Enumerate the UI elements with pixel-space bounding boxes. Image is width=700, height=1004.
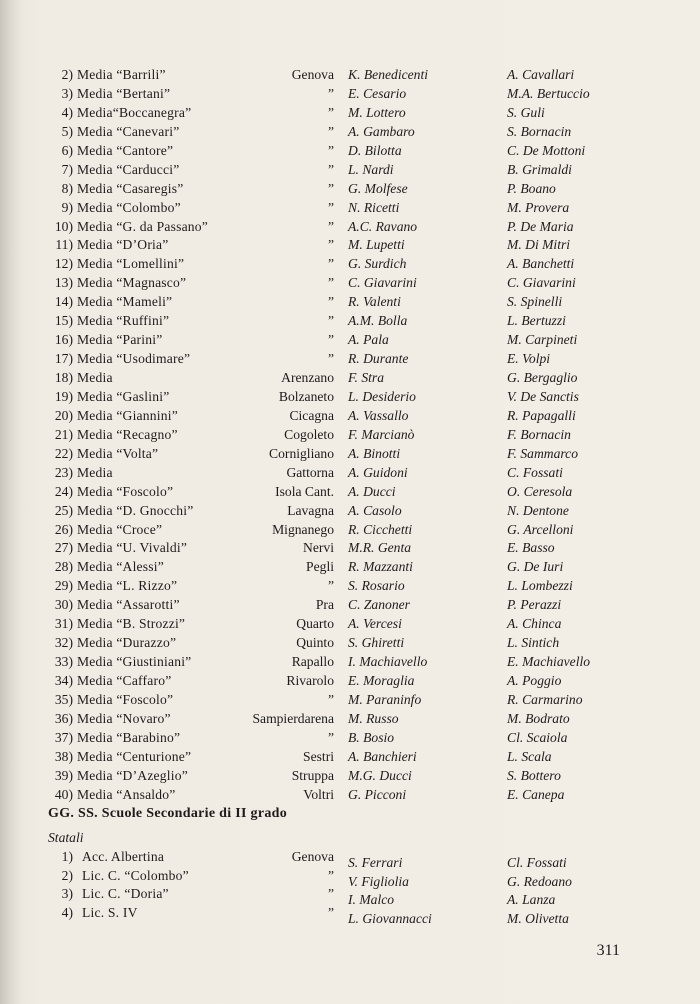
person-secondary: M.A. Bertuccio	[507, 85, 590, 101]
row-number: 21)	[54, 426, 73, 442]
person-secondary: A. Chinca	[507, 616, 562, 632]
person-primary: L. Nardi	[348, 161, 394, 177]
school-name: Media“Boccanegra”	[77, 104, 192, 120]
list-row	[0, 312, 700, 331]
school-name: Media “Ansaldo”	[77, 786, 176, 802]
person-primary: S. Ghiretti	[348, 635, 405, 651]
school-name: Media	[77, 370, 113, 385]
school-name: Lic. C. “Colombo”	[82, 867, 189, 883]
section-subheading: Statali	[48, 830, 84, 845]
person-primary: R. Mazzanti	[348, 559, 413, 575]
person-primary: D. Bilotta	[348, 142, 402, 158]
row-number: 3)	[61, 886, 73, 902]
list-row	[0, 426, 700, 445]
school-name: Media “Gaslini”	[77, 388, 170, 404]
person-secondary: E. Machiavello	[507, 654, 591, 670]
person-primary: M. Russo	[348, 710, 399, 726]
row-number: 24)	[54, 483, 73, 499]
row-number: 33)	[54, 654, 73, 670]
row-number: 6)	[61, 142, 73, 158]
row-number: 22)	[54, 445, 73, 461]
list-row	[0, 767, 700, 786]
person-secondary: Cl. Scaiola	[507, 729, 568, 745]
person-primary: A. Ducci	[348, 483, 396, 499]
city-name: ”	[327, 313, 334, 329]
row-number: 13)	[54, 275, 73, 291]
city-name: Arenzano	[281, 370, 334, 385]
list-row	[0, 161, 700, 180]
person-secondary: G. Arcelloni	[507, 521, 574, 537]
person-secondary: A. Cavallari	[507, 67, 575, 82]
row-number: 4)	[61, 104, 73, 120]
school-name: Media “Volta”	[77, 445, 159, 461]
person-primary: M. Lottero	[348, 104, 406, 120]
person-primary: N. Ricetti	[348, 199, 400, 215]
city-name: ”	[327, 85, 334, 101]
person-secondary: S. Spinelli	[507, 294, 563, 310]
row-number: 32)	[54, 635, 73, 651]
person-secondary: E. Canepa	[507, 786, 565, 802]
row-number: 11)	[55, 237, 73, 253]
person-secondary: L. Sintich	[507, 635, 560, 651]
city-name: Genova	[291, 849, 334, 864]
school-name: Lic. S. IV	[82, 904, 138, 920]
list-row	[0, 142, 700, 161]
school-name: Media “Recagno”	[77, 426, 178, 442]
person-primary: V. Figliolia	[348, 873, 409, 889]
person-secondary: A. Poggio	[507, 673, 562, 688]
person-secondary: E. Volpi	[507, 351, 551, 367]
list-row	[0, 867, 700, 889]
person-primary: S. Rosario	[348, 578, 405, 594]
list-row	[0, 180, 700, 199]
person-secondary: M. Carpineti	[507, 332, 578, 348]
section-heading: GG. SS. Scuole Secondarie di II grado	[48, 806, 288, 821]
row-number: 7)	[61, 161, 73, 177]
school-name: Media “D. Gnocchi”	[77, 502, 194, 518]
person-primary: F. Marcianò	[348, 426, 415, 442]
person-primary: I. Machiavello	[348, 654, 428, 670]
city-name: Voltri	[303, 786, 334, 802]
school-list	[0, 66, 700, 805]
school-name: Media “Parini”	[77, 332, 163, 348]
list-row	[0, 388, 700, 407]
school-name: Media “Foscolo”	[77, 691, 174, 707]
person-primary: A. Casolo	[348, 502, 402, 518]
person-secondary: S. Guli	[507, 104, 545, 120]
person-secondary: M. Provera	[507, 199, 570, 215]
school-name: Media “Giustiniani”	[77, 654, 192, 670]
list-row	[0, 369, 700, 388]
person-primary: A.C. Ravano	[348, 218, 418, 234]
row-number: 2)	[61, 67, 73, 82]
city-name: Bolzaneto	[278, 388, 334, 404]
list-row	[0, 672, 700, 691]
person-primary: R. Durante	[348, 351, 409, 367]
person-secondary: Cl. Fossati	[507, 855, 567, 870]
city-name: Rapallo	[291, 654, 334, 670]
list-row	[0, 274, 700, 293]
person-primary: E. Cesario	[348, 85, 407, 101]
list-row	[0, 691, 700, 710]
row-number: 34)	[54, 673, 73, 688]
city-name: ”	[327, 180, 334, 196]
person-primary: A. Banchieri	[348, 748, 417, 764]
row-number: 27)	[54, 540, 73, 556]
row-number: 18)	[54, 370, 73, 385]
school-name: Media “Lomellini”	[77, 256, 185, 272]
person-secondary: M. Di Mitri	[507, 237, 571, 253]
school-name: Media “D’Oria”	[77, 237, 169, 253]
list-row	[0, 521, 700, 540]
list-row	[0, 885, 700, 908]
city-name: Pegli	[306, 559, 334, 575]
city-name: Cicagna	[289, 407, 334, 423]
list-row	[0, 848, 700, 870]
person-primary: M.R. Genta	[348, 540, 412, 556]
person-secondary: G. Redoano	[507, 873, 572, 889]
list-row	[0, 407, 700, 426]
city-name: ”	[327, 904, 334, 920]
row-number: 29)	[54, 578, 73, 594]
city-name: Pra	[315, 597, 334, 613]
row-number: 15)	[54, 313, 73, 329]
city-name: ”	[327, 237, 334, 253]
person-secondary: F. Bornacin	[507, 426, 571, 442]
person-primary: R. Cicchetti	[348, 521, 413, 537]
row-number: 4)	[61, 904, 73, 920]
school-name: Media “Barabino”	[77, 729, 181, 745]
list-row	[0, 539, 700, 558]
person-secondary: L. Scala	[507, 748, 552, 764]
school-name: Media “G. da Passano”	[77, 218, 209, 234]
person-primary: A. Vercesi	[348, 616, 402, 632]
person-secondary: V. De Sanctis	[507, 388, 579, 404]
city-name: Sampierdarena	[252, 710, 334, 726]
person-secondary: R. Carmarino	[507, 691, 583, 707]
person-primary: A. Guidoni	[348, 464, 408, 480]
school-name: Media “Durazzo”	[77, 635, 177, 651]
school-name: Media “Magnasco”	[77, 275, 187, 291]
city-name: ”	[327, 256, 334, 272]
person-primary: B. Bosio	[348, 729, 395, 745]
city-name: ”	[327, 332, 334, 348]
row-number: 30)	[54, 597, 73, 613]
school-name: Media “Ruffini”	[77, 313, 170, 329]
school-name: Acc. Albertina	[82, 849, 165, 864]
school-name: Media “Alessi”	[77, 559, 164, 575]
school-name: Media “Novaro”	[77, 710, 171, 726]
city-name: Nervi	[303, 540, 334, 556]
city-name: ”	[327, 294, 334, 310]
city-name: ”	[327, 886, 334, 902]
city-name: ”	[327, 867, 334, 883]
row-number: 23)	[54, 464, 73, 480]
page-number: 311	[596, 942, 620, 959]
city-name: Sestri	[303, 748, 334, 764]
city-name: Quinto	[296, 635, 334, 651]
person-primary: A. Pala	[348, 332, 389, 348]
school-name: Media	[77, 464, 113, 480]
list-row	[0, 331, 700, 350]
row-number: 14)	[54, 294, 73, 310]
school-name: Media “Usodimare”	[77, 351, 191, 367]
city-name: ”	[327, 351, 334, 367]
person-primary: A.M. Bolla	[348, 313, 408, 329]
city-name: ”	[327, 578, 334, 594]
person-primary: E. Moraglia	[348, 673, 415, 688]
list-row	[0, 464, 700, 483]
school-name: Lic. C. “Doria”	[82, 886, 169, 902]
list-row	[0, 558, 700, 577]
row-number: 25)	[54, 502, 73, 518]
person-primary: S. Ferrari	[348, 855, 403, 870]
person-secondary: R. Papagalli	[507, 407, 576, 423]
person-primary: A. Binotti	[348, 445, 401, 461]
person-primary: G. Molfese	[348, 180, 408, 196]
person-secondary: N. Dentone	[507, 502, 569, 518]
row-number: 5)	[61, 123, 73, 139]
list-row	[0, 85, 700, 104]
school-name: Media “Croce”	[77, 521, 163, 537]
list-row	[0, 748, 700, 767]
person-secondary: P. De Maria	[507, 218, 574, 234]
school-name: Media “Barrili”	[77, 67, 166, 82]
person-secondary: S. Bornacin	[507, 123, 572, 139]
list-row	[0, 710, 700, 729]
school-name: Media “D’Azeglio”	[77, 767, 188, 783]
school-name: Media “Cantore”	[77, 142, 174, 158]
person-primary: I. Malco	[348, 892, 395, 908]
person-secondary: A. Lanza	[507, 892, 556, 908]
list-row	[0, 104, 700, 123]
school-name: Media “Colombo”	[77, 199, 181, 215]
row-number: 2)	[61, 867, 73, 883]
school-name: Media “Bertani”	[77, 85, 171, 101]
list-row	[0, 66, 700, 85]
school-name: Media “B. Strozzi”	[77, 616, 186, 632]
person-secondary: G. De Iuri	[507, 559, 564, 575]
list-row	[0, 596, 700, 615]
person-primary: G. Surdich	[348, 256, 407, 272]
row-number: 37)	[54, 729, 73, 745]
row-number: 10)	[54, 218, 73, 234]
row-number: 36)	[54, 710, 73, 726]
school-name: Media “Carducci”	[77, 161, 180, 177]
city-name: Genova	[291, 67, 334, 82]
row-number: 16)	[54, 332, 73, 348]
person-secondary: L. Lombezzi	[507, 578, 573, 594]
person-secondary: L. Bertuzzi	[507, 313, 566, 329]
list-row	[0, 293, 700, 312]
person-secondary: B. Grimaldi	[507, 161, 572, 177]
city-name: Quarto	[296, 616, 334, 632]
list-row	[0, 904, 700, 926]
person-primary: C. Zanoner	[348, 597, 410, 613]
person-secondary: C. De Mottoni	[507, 142, 586, 158]
person-secondary: S. Bottero	[507, 767, 561, 783]
city-name: ”	[327, 104, 334, 120]
person-secondary: G. Bergaglio	[507, 370, 578, 385]
city-name: Lavagna	[287, 502, 334, 518]
school-name: Media “U. Vivaldi”	[77, 540, 188, 556]
person-primary: M. Paraninfo	[348, 691, 422, 707]
person-primary: F. Stra	[348, 370, 385, 385]
school-name: Media “Canevari”	[77, 123, 180, 139]
person-secondary: O. Ceresola	[507, 483, 573, 499]
row-number: 35)	[54, 691, 73, 707]
list-row	[0, 445, 700, 464]
person-secondary: E. Basso	[507, 540, 555, 556]
row-number: 38)	[54, 748, 73, 764]
person-secondary: C. Fossati	[507, 464, 563, 480]
row-number: 3)	[61, 85, 73, 101]
city-name: Cornigliano	[269, 445, 334, 461]
person-primary: R. Valenti	[348, 294, 401, 310]
list-row	[0, 653, 700, 672]
person-secondary: P. Perazzi	[507, 597, 562, 613]
list-row	[0, 199, 700, 218]
list-row	[0, 123, 700, 142]
row-number: 1)	[61, 849, 73, 864]
school-name: Media “Giannini”	[77, 407, 178, 423]
person-primary: A. Vassallo	[348, 407, 409, 423]
person-primary: A. Gambaro	[348, 123, 415, 139]
city-name: Gattorna	[286, 464, 334, 480]
list-row	[0, 236, 700, 255]
person-primary: M.G. Ducci	[348, 767, 412, 783]
row-number: 9)	[61, 199, 73, 215]
person-primary: G. Picconi	[348, 786, 407, 802]
row-number: 19)	[54, 388, 73, 404]
list-row	[0, 255, 700, 274]
person-secondary: M. Olivetta	[507, 910, 569, 926]
row-number: 8)	[61, 180, 73, 196]
list-row	[0, 577, 700, 596]
city-name: Isola Cant.	[275, 483, 334, 499]
school-name: Media “Mameli”	[77, 294, 173, 310]
school-name: Media “Centurione”	[77, 748, 192, 764]
city-name: ”	[327, 691, 334, 707]
list-row	[0, 634, 700, 653]
person-primary: L. Desiderio	[348, 388, 416, 404]
row-number: 39)	[54, 767, 73, 783]
city-name: ”	[327, 142, 334, 158]
person-primary: C. Giavarini	[348, 275, 417, 291]
person-secondary: P. Boano	[507, 180, 556, 196]
city-name: ”	[327, 123, 334, 139]
school-name: Media “L. Rizzo”	[77, 578, 178, 594]
school-name: Media “Foscolo”	[77, 483, 174, 499]
school-name: Media “Casaregis”	[77, 180, 184, 196]
person-primary: L. Giovannacci	[348, 910, 432, 926]
row-number: 17)	[54, 351, 73, 367]
person-secondary: F. Sammarco	[507, 445, 578, 461]
person-secondary: C. Giavarini	[507, 275, 576, 291]
row-number: 31)	[54, 616, 73, 632]
city-name: ”	[327, 218, 334, 234]
city-name: Mignanego	[272, 521, 334, 537]
row-number: 28)	[54, 559, 73, 575]
list-row	[0, 615, 700, 634]
row-number: 40)	[54, 786, 73, 802]
person-primary: K. Benedicenti	[348, 67, 429, 82]
list-row	[0, 218, 700, 237]
person-primary: M. Lupetti	[348, 237, 405, 253]
school-name: Media “Assarotti”	[77, 597, 180, 613]
city-name: Cogoleto	[284, 426, 334, 442]
list-row	[0, 786, 700, 805]
list-row	[0, 729, 700, 748]
row-number: 20)	[54, 407, 73, 423]
person-secondary: M. Bodrato	[507, 710, 570, 726]
city-name: ”	[327, 161, 334, 177]
high-school-list	[0, 848, 700, 926]
city-name: ”	[327, 199, 334, 215]
city-name: ”	[327, 275, 334, 291]
list-row	[0, 350, 700, 369]
city-name: Struppa	[291, 767, 334, 783]
school-name: Media “Caffaro”	[77, 673, 172, 688]
city-name: ”	[327, 729, 334, 745]
city-name: Rivarolo	[286, 673, 334, 688]
list-row	[0, 483, 700, 502]
row-number: 26)	[54, 521, 73, 537]
list-row	[0, 502, 700, 521]
row-number: 12)	[54, 256, 73, 272]
person-secondary: A. Banchetti	[507, 256, 575, 272]
